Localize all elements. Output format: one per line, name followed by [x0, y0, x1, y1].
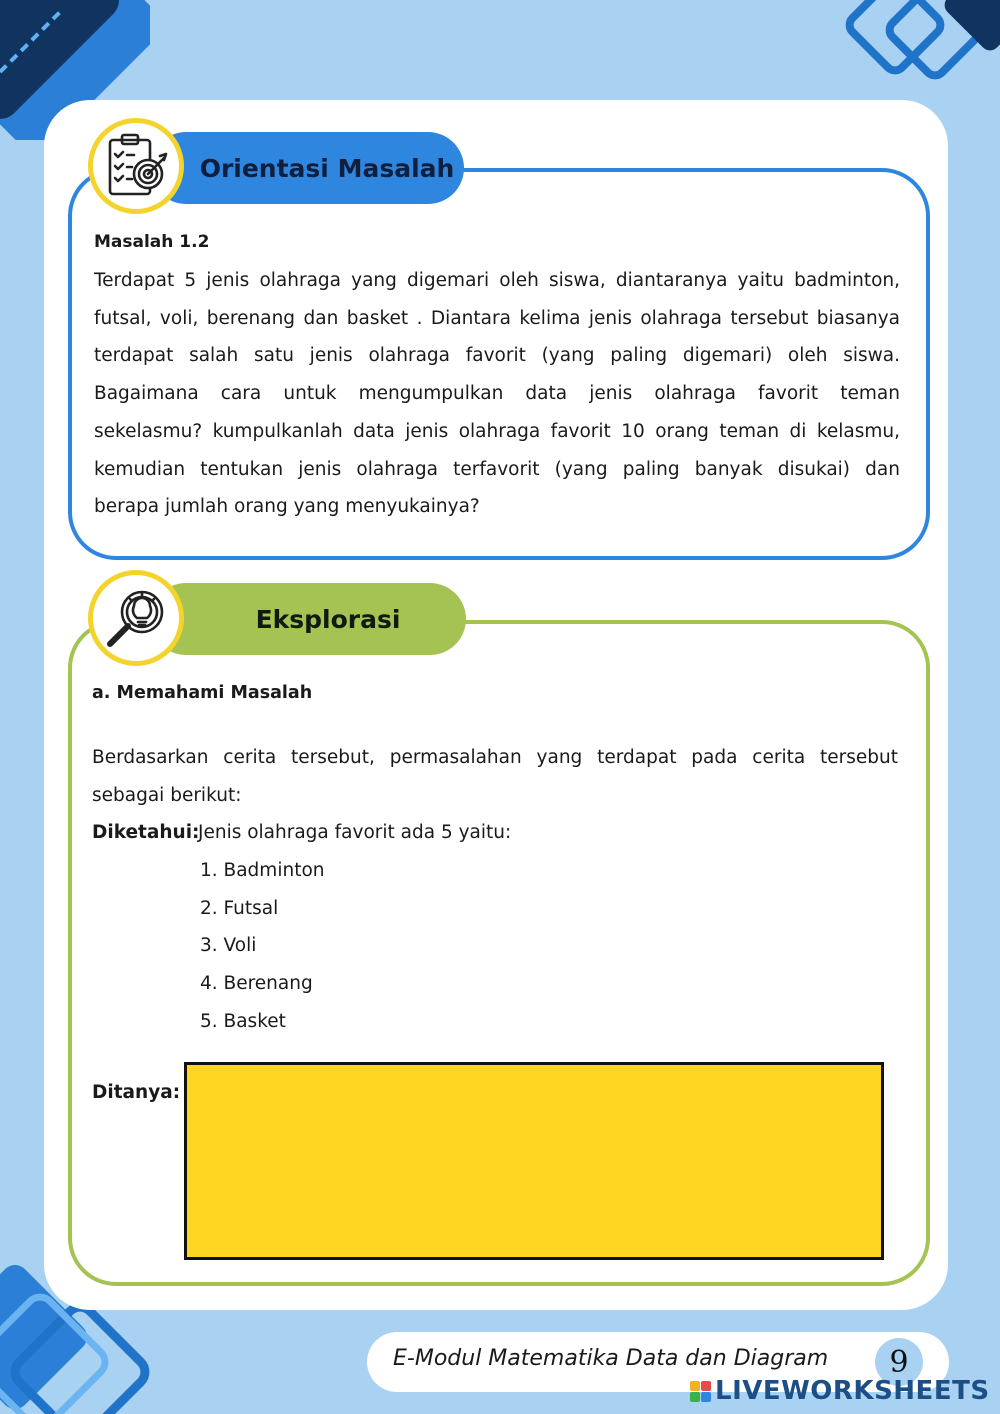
known-text: Jenis olahraga favorit ada 5 yaitu:	[198, 822, 512, 843]
list-item: 4. Berenang	[200, 973, 313, 994]
problem-line: kemudian tentukan jenis olahraga terfavorit (yang paling banyak disukai) dan	[94, 459, 900, 480]
list-item: 2. Futsal	[200, 898, 279, 919]
problem-line: Terdapat 5 jenis olahraga yang digemari oleh siswa, diantaranya yaitu badminton,	[94, 270, 900, 291]
liveworksheets-watermark	[690, 1376, 990, 1406]
problem-line: sekelasmu? kumpulkanlah data jenis olahraga favorit 10 orang teman di kelasmu,	[94, 421, 900, 442]
problem-line: futsal, voli, berenang dan basket . Diantara kelima jenis olahraga tersebut biasanya	[94, 308, 900, 329]
top-right-decoration	[830, 0, 1000, 110]
problem-line: Bagaimana cara untuk mengumpulkan data jenis olahraga favorit teman	[94, 383, 900, 404]
magnifier-lightbulb-icon	[88, 570, 184, 666]
clipboard-target-icon	[88, 118, 184, 214]
intro-line: Berdasarkan cerita tersebut, permasalahan yang terdapat pada cerita tersebut	[92, 747, 898, 768]
asked-answer-box[interactable]	[184, 1062, 884, 1260]
orientation-title: Orientasi Masalah	[150, 132, 464, 204]
exploration-subheading: a. Memahami Masalah	[92, 683, 313, 703]
known-label: Diketahui:	[92, 822, 200, 843]
problem-line: berapa jumlah orang yang menyukainya?	[94, 496, 480, 517]
problem-label: Masalah 1.2	[94, 232, 210, 252]
page-number: 9	[875, 1338, 923, 1386]
watermark-text: LIVEWORKSHEETS	[715, 1376, 990, 1406]
liveworksheets-logo-icon	[690, 1381, 711, 1402]
list-item: 5. Basket	[200, 1011, 286, 1032]
list-item: 1. Badminton	[200, 860, 325, 881]
exploration-title: Eksplorasi	[150, 583, 466, 655]
asked-label: Ditanya:	[92, 1082, 181, 1103]
intro-line: sebagai berikut:	[92, 785, 242, 806]
problem-line: terdapat salah satu jenis olahraga favorit (yang paling digemari) oleh siswa.	[94, 345, 900, 366]
footer-title: E-Modul Matematika Data dan Diagram	[393, 1346, 829, 1371]
list-item: 3. Voli	[200, 935, 257, 956]
